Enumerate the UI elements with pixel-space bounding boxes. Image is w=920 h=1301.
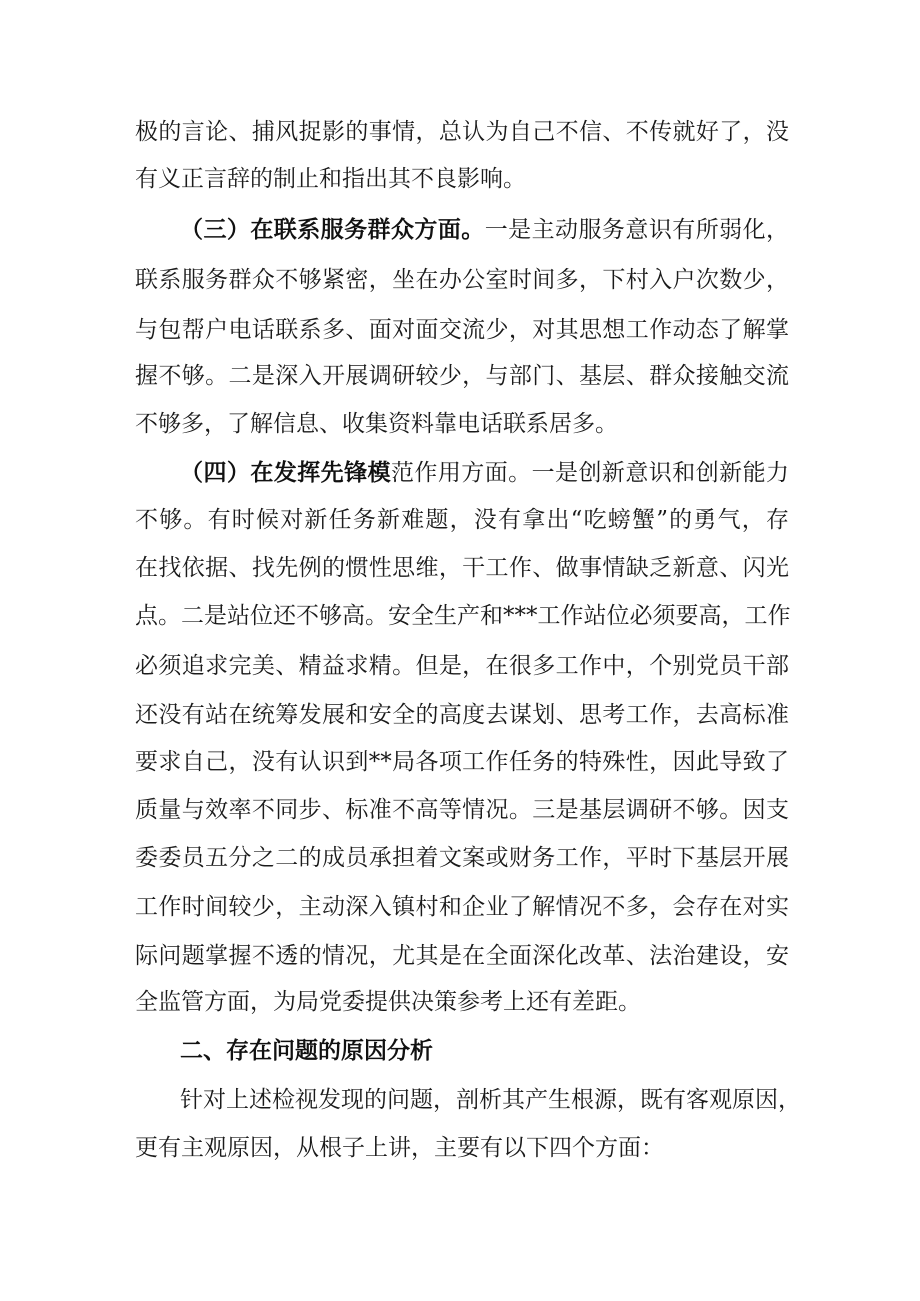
text-line: 联系服务群众不够紧密，坐在办公室时间多，下村入户次数少，	[135, 267, 789, 293]
section-heading: 二、存在问题的原因分析	[180, 1038, 433, 1064]
text-line: 握不够。二是深入开展调研较少，与部门、基层、群众接触交流	[135, 363, 789, 389]
text-line: 不够。有时候对新任务新难题，没有拿出“吃螃蟹”的勇气，存	[135, 507, 789, 533]
text-line: 全监管方面，为局党委提供决策参考上还有差距。	[135, 989, 641, 1015]
text-line: 还没有站在统筹发展和安全的高度去谋划、思考工作，去高标准	[135, 702, 789, 728]
text-line: 质量与效率不同步、标准不高等情况。三是基层调研不够。因支	[135, 797, 789, 823]
text-span: 一是主动服务意识有所弱化，	[484, 217, 790, 243]
text-line: 与包帮户电话联系多、面对面交流少，对其思想工作动态了解掌	[135, 317, 789, 343]
text-span: 范作用方面。一是创新意识和创新能力	[390, 460, 790, 486]
text-line: 委委员五分之二的成员承担着文案或财务工作，平时下基层开展	[135, 845, 789, 871]
paragraph-4-first-line	[180, 453, 789, 493]
text-line: 针对上述检视发现的问题，剖析其产生根源，既有客观原因，	[180, 1087, 801, 1113]
paragraph-3-first-line	[180, 210, 789, 250]
text-line: 不够多，了解信息、收集资料靠电话联系居多。	[135, 411, 618, 437]
text-line: 必须追求完美、精益求精。但是，在很多工作中，个别党员干部	[135, 653, 789, 679]
text-line: 际问题掌握不透的情况，尤其是在全面深化改革、法治建设，安	[135, 943, 789, 969]
text-line: 有义正言辞的制止和指出其不良影响。	[135, 166, 526, 192]
text-line: 工作时间较少，主动深入镇村和企业了解情况不多，会存在对实	[135, 894, 789, 920]
paragraph-4-heading: （四）在发挥先锋模	[180, 460, 391, 486]
text-line: 点。二是站位还不够高。安全生产和***工作站位必须要高，工作	[135, 603, 791, 629]
text-line: 要求自己，没有认识到**局各项工作任务的特殊性，因此导致了	[135, 749, 789, 775]
text-line: 在找依据、找先例的惯性思维，干工作、做事情缺乏新意、闪光	[135, 555, 789, 581]
text-line: 更有主观原因，从根子上讲，主要有以下四个方面：	[135, 1135, 664, 1161]
text-line: 极的言论、捕风捉影的事情，总认为自己不信、不传就好了，没	[135, 119, 789, 145]
paragraph-3-heading: （三）在联系服务群众方面。	[180, 217, 485, 243]
